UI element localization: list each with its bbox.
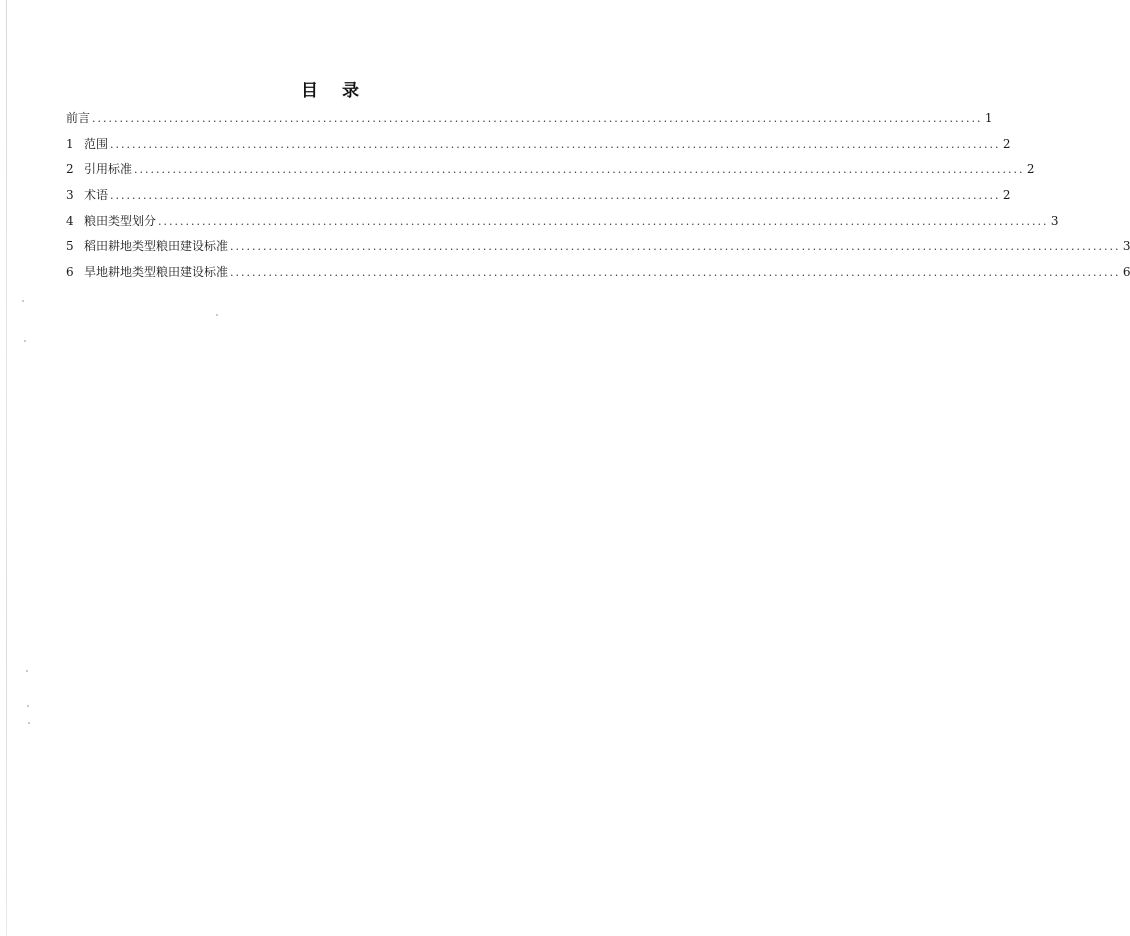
toc-entry-number: 6 — [66, 265, 74, 280]
toc-entry-label: 旱地耕地类型粮田建设标准 — [84, 265, 229, 280]
toc-leader-dots: .................................................................................................................................................................. — [230, 266, 1121, 280]
toc-entry-label: 粮田类型划分 — [84, 213, 157, 228]
toc-entry-label: 引用标准 — [84, 162, 133, 177]
scan-speck — [26, 670, 28, 672]
toc-entry-label: 稻田耕地类型粮田建设标准 — [84, 239, 229, 254]
page-binding-edge — [6, 0, 7, 936]
toc-title-part1: 目 — [301, 81, 320, 101]
toc-entry-page: 2 — [1002, 136, 1011, 151]
toc-entry-page: 2 — [1002, 188, 1011, 203]
toc-leader-dots: .................................................................................................................................................................. — [158, 214, 1049, 228]
toc-leader-dots: .................................................................................................................................................................. — [92, 112, 983, 125]
toc-leader-dots: .................................................................................................................................................................. — [230, 240, 1121, 254]
toc-entry-number: 5 — [66, 239, 74, 254]
toc-entry-number: 1 — [66, 136, 74, 151]
toc-entry-number: 3 — [66, 188, 74, 203]
table-of-contents — [66, 110, 1130, 290]
scan-speck — [28, 722, 30, 724]
toc-entry-page: 6 — [1122, 265, 1130, 280]
toc-entry-page: 3 — [1050, 213, 1059, 228]
toc-entry-paddy-standard[interactable] — [66, 238, 1130, 264]
toc-entry-page: 2 — [1026, 162, 1035, 177]
scan-speck — [27, 705, 29, 707]
toc-entry-preface[interactable] — [66, 110, 993, 136]
toc-entry-page: 1 — [984, 111, 993, 125]
toc-entry-number: 4 — [66, 213, 74, 228]
toc-entry-page: 3 — [1122, 239, 1130, 254]
toc-entry-scope[interactable] — [66, 136, 1011, 162]
toc-entry-number: 2 — [66, 162, 74, 177]
toc-leader-dots: .................................................................................................................................................................. — [110, 189, 1001, 203]
toc-entry-field-types[interactable] — [66, 213, 1059, 239]
toc-leader-dots: .................................................................................................................................................................. — [110, 137, 1001, 151]
toc-leader-dots: .................................................................................................................................................................. — [134, 163, 1025, 177]
toc-title — [0, 76, 662, 101]
scan-speck — [24, 340, 26, 342]
toc-entry-label: 术语 — [84, 188, 109, 203]
toc-entry-dryland-standard[interactable] — [66, 264, 1130, 290]
toc-entry-label: 前言 — [66, 111, 91, 125]
scan-speck — [22, 300, 24, 302]
scan-speck — [216, 314, 218, 316]
toc-entry-label: 范围 — [84, 136, 109, 151]
toc-entry-terms[interactable] — [66, 187, 1011, 213]
toc-title-part2: 录 — [342, 81, 361, 101]
toc-entry-references[interactable] — [66, 161, 1035, 187]
